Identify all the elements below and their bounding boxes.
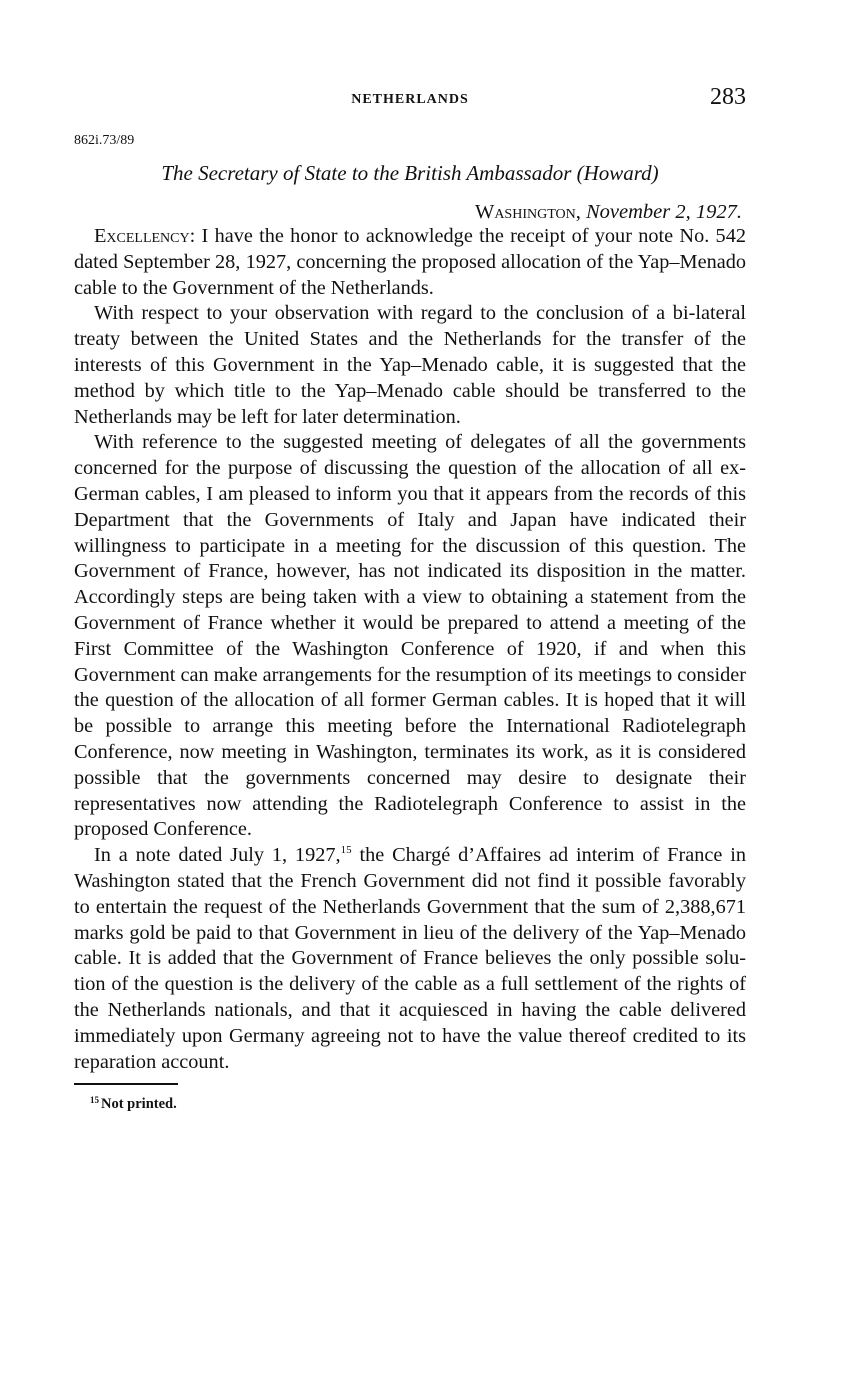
running-title: NETHERLANDS [351, 92, 469, 107]
paragraph-4 [74, 843, 746, 1075]
running-head [74, 84, 746, 116]
footnote [74, 1096, 746, 1113]
letter-body [74, 224, 746, 1075]
footnote-divider [74, 1083, 178, 1085]
footnote-text: Not printed. [101, 1096, 177, 1113]
dateline [74, 201, 746, 224]
file-number: 862i.73/89 [74, 133, 135, 148]
paragraph-4-text: the Chargé d’Affaires ad interim of France in Washington stated that the French Government did not find it possible favorably to entertain the request of the Netherlands Government that the sum of 2,388,671 marks gold be paid to that Government in lieu of the delivery of the Yap–Menado cable. It is added that the Government of France believes the only possible solution of the question is the delivery of the cable as a full settlement of the rights of the Netherlands nationals, and that it acquiesced in having the cable delivered immediately upon Germany agreeing not to have the value thereof credited to its reparation account. [74, 844, 746, 1073]
document-page [74, 84, 746, 1113]
paragraph-2: With respect to your observation with regard to the conclusion of a bi-lateral treaty between the United States and the Netherlands for the transfer of the interests of this Government in the Yap–Menado cable, it is suggested that the method by which title to the Yap–Menado cable should be transferred to the Netherlands may be left for later determination. [74, 302, 746, 428]
paragraph-1 [74, 224, 746, 301]
footnote-mark: 15 [90, 1095, 99, 1106]
dateline-place: Washington, [474, 201, 581, 223]
salutation: Excellency: [94, 225, 196, 247]
page-number: 283 [710, 84, 746, 110]
footnote-reference: 15 [340, 844, 352, 857]
dateline-date: November 2, 1927. [585, 201, 742, 223]
paragraph-4-lead: In a note dated July 1, 1927, [94, 844, 341, 867]
paragraph-3: With reference to the suggested meeting of delegates of all the governments concerned for the purpose of discussing the question of the allocation of all ex-German cables, I am pleased to inform you that it appears from the records of this Department that the Governments of Italy and Japan have indicated their willingness to participate in a meeting for the discussion of this question. The Government of France, however, has not indicated its disposition in the matter. Accordingly steps are being taken with a view to obtaining a statement from the Government of France whether it would be prepared to attend a meeting of the First Committee of the Washington Conference of 1920, if and when this Government can make arrangements for the resumption of its meetings to consider the question of the allocation of all former German cables. It is hoped that it will be possible to arrange this meeting before the International Radiotelegraph Conference, now meeting in Washington, terminates its work, as it is considered possible that the governments concerned may desire to designate their representatives now attending the Radiotelegraph Conference to assist in the proposed Conference. [74, 431, 746, 841]
paragraph-1-text: I have the honor to acknowledge the receipt of your note No. 542 dated September 28, 1927, concerning the proposed allocation of the Yap–Menado cable to the Government of the Netherlands. [74, 225, 746, 299]
document-title: The Secretary of State to the British Ambassador (Howard) [161, 161, 659, 185]
